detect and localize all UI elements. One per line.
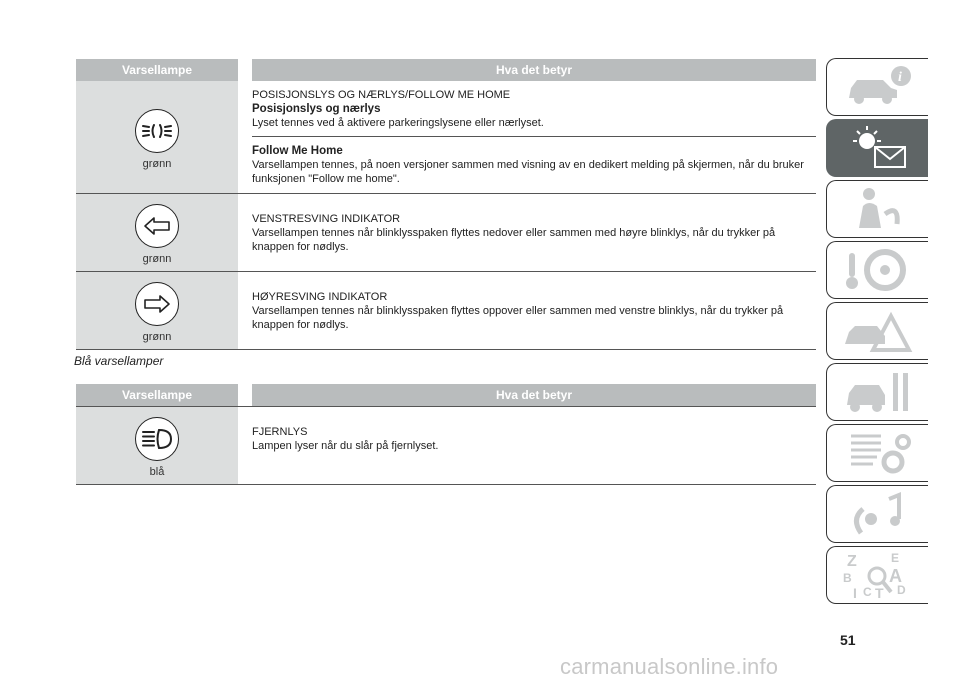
multimedia-music-icon bbox=[841, 489, 915, 539]
header-meaning: Hva det betyr bbox=[495, 63, 573, 77]
warning-light-cell bbox=[76, 81, 238, 193]
meaning-block bbox=[252, 272, 816, 338]
document-gear-icon bbox=[841, 428, 915, 478]
index-letter: B bbox=[842, 571, 852, 585]
key-steering-wheel-icon bbox=[841, 245, 915, 295]
alphabetical-index-icon bbox=[841, 550, 915, 600]
svg-text:i: i bbox=[897, 70, 902, 85]
table-header bbox=[76, 384, 816, 406]
table-row bbox=[76, 81, 816, 194]
table-row bbox=[76, 406, 816, 485]
index-letter: I bbox=[852, 585, 857, 600]
color-label: grønn bbox=[142, 157, 172, 170]
header-warning-light: Varsellampe bbox=[121, 63, 193, 77]
airbag-seatbelt-icon bbox=[841, 184, 915, 234]
tab-index[interactable] bbox=[826, 546, 928, 604]
index-letter: T bbox=[874, 585, 884, 600]
meaning-block bbox=[252, 407, 816, 459]
color-label: grønn bbox=[142, 331, 172, 343]
meaning-cell bbox=[238, 194, 816, 271]
description: Varsellampen tennes når blinklysspaken flyttes nedover eller sammen med høyre blinklys, når du trykker på knappen for nødlys. bbox=[252, 227, 776, 253]
subheading: Posisjonslys og nærlys bbox=[252, 103, 381, 115]
front-position-low-beam-icon bbox=[135, 109, 179, 153]
arrow-left-icon bbox=[135, 204, 179, 248]
tab-multimedia[interactable] bbox=[826, 485, 928, 543]
meaning-block bbox=[252, 81, 816, 137]
chapter-tabs bbox=[826, 58, 930, 607]
warning-light-cell bbox=[76, 194, 238, 271]
index-letter: Z bbox=[846, 553, 857, 570]
page-number: 51 bbox=[840, 632, 856, 648]
header-meaning: Hva det betyr bbox=[495, 388, 573, 402]
index-letter: C bbox=[862, 585, 872, 599]
table-header bbox=[76, 59, 816, 81]
page-content bbox=[76, 59, 816, 485]
subheading: Follow Me Home bbox=[252, 145, 343, 157]
header-warning-light: Varsellampe bbox=[121, 388, 193, 402]
section-title: Blå varsellamper bbox=[74, 354, 164, 368]
high-beam-icon bbox=[135, 417, 179, 461]
warning-light-cell bbox=[76, 272, 238, 349]
meaning-cell bbox=[238, 81, 816, 193]
warning-title: FJERNLYS bbox=[252, 426, 308, 438]
arrow-right-icon bbox=[135, 282, 179, 326]
meaning-block bbox=[252, 137, 816, 192]
warning-title: VENSTRESVING INDIKATOR bbox=[252, 213, 401, 225]
index-letter: E bbox=[890, 551, 899, 565]
tab-maintenance[interactable] bbox=[826, 363, 928, 421]
meaning-cell bbox=[238, 407, 816, 484]
color-label: blå bbox=[149, 466, 165, 478]
index-letter: A bbox=[888, 566, 902, 586]
color-label: grønn bbox=[142, 253, 172, 265]
tab-starting-driving[interactable] bbox=[826, 241, 928, 299]
description: Lyset tennes ved å aktivere parkeringslysene eller nærlyset. bbox=[252, 117, 544, 129]
description: Varsellampen tennes, på noen versjoner sammen med visning av en dedikert melding på skjermen, når du bruker funksjonen "Follow me home". bbox=[252, 159, 804, 185]
car-accident-warning-icon bbox=[841, 306, 915, 356]
car-maintenance-tools-icon bbox=[841, 367, 915, 417]
tab-warning-lights[interactable] bbox=[826, 119, 928, 177]
warning-light-cell bbox=[76, 407, 238, 484]
meaning-block bbox=[252, 194, 816, 260]
description: Lampen lyser når du slår på fjernlyset. bbox=[252, 440, 439, 452]
index-letter: D bbox=[896, 583, 906, 597]
warning-title: POSISJONSLYS OG NÆRLYS/FOLLOW ME HOME bbox=[252, 89, 511, 101]
table-row bbox=[76, 272, 816, 350]
description: Varsellampen tennes når blinklysspaken flyttes oppover eller sammen med venstre blinklys, når du trykker på knappen for nødlys. bbox=[252, 305, 784, 331]
tab-emergency[interactable] bbox=[826, 302, 928, 360]
car-info-icon bbox=[841, 62, 915, 112]
tab-safety[interactable] bbox=[826, 180, 928, 238]
warning-light-message-icon bbox=[841, 123, 915, 173]
tab-technical-data[interactable] bbox=[826, 424, 928, 482]
warning-title: HØYRESVING INDIKATOR bbox=[252, 291, 388, 303]
watermark: carmanualsonline.info bbox=[560, 654, 779, 679]
meaning-cell bbox=[238, 272, 816, 349]
table-row bbox=[76, 194, 816, 272]
tab-car-info[interactable] bbox=[826, 58, 928, 116]
